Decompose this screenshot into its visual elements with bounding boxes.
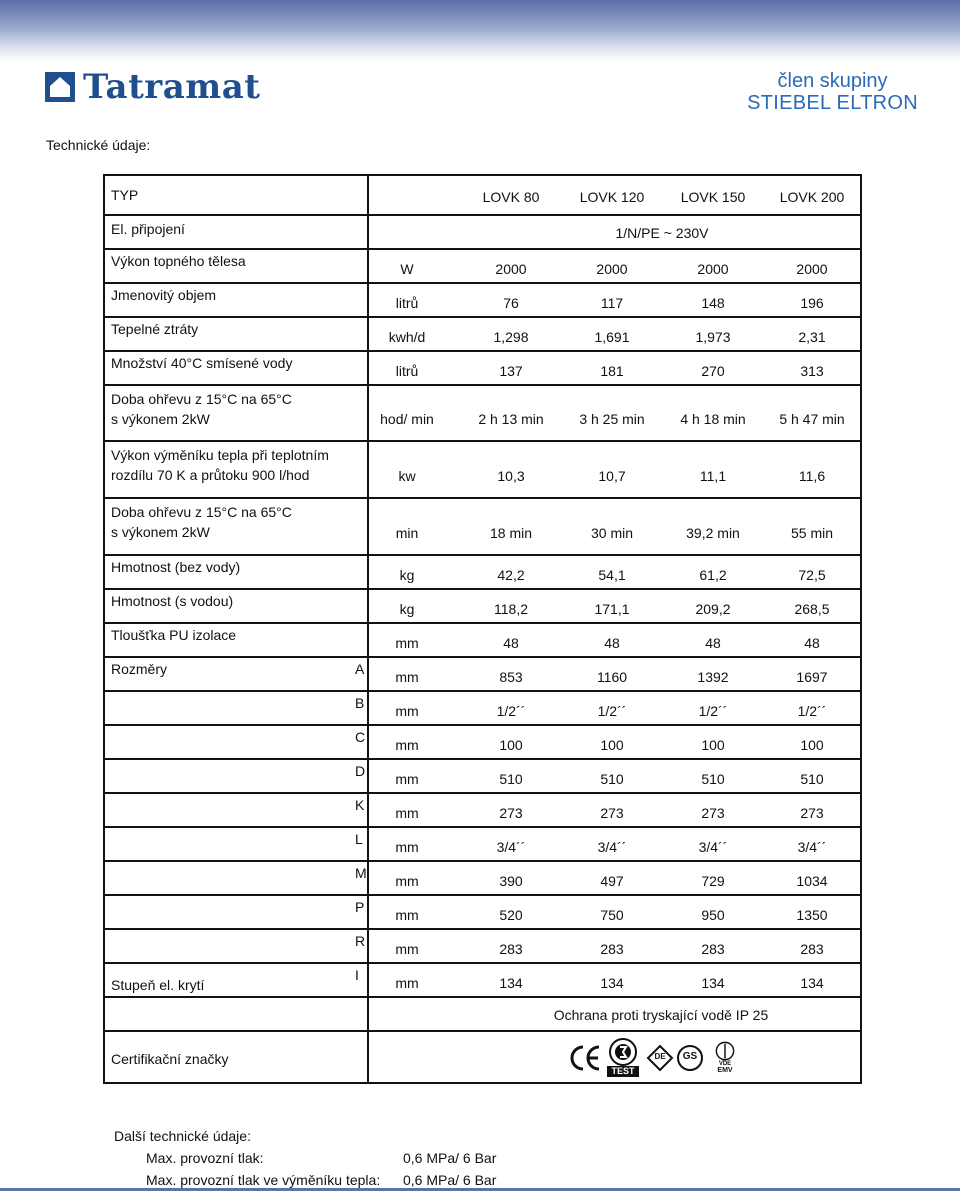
dimension-value: 100 <box>600 737 624 753</box>
row-value: 48 <box>604 635 620 651</box>
row-label-line2: s výkonem 2kW <box>111 524 210 540</box>
dimension-value: 390 <box>499 873 523 889</box>
additional-spec-value: 0,6 MPa/ 6 Bar <box>403 1150 497 1166</box>
row-divider <box>105 724 860 726</box>
row-value: 2 h 13 min <box>478 411 544 427</box>
dimension-letter: B <box>355 695 365 711</box>
row-divider <box>105 282 860 284</box>
dimension-value: 3/4´´ <box>597 839 627 855</box>
dimension-unit: mm <box>395 907 419 923</box>
row-value: 268,5 <box>794 601 830 617</box>
row-divider <box>105 826 860 828</box>
row-value: 2000 <box>796 261 828 277</box>
row-divider <box>105 996 860 998</box>
row-value: 72,5 <box>798 567 826 583</box>
row-value: 1,691 <box>594 329 630 345</box>
row-value: 18 min <box>489 525 533 541</box>
row-unit: min <box>395 525 419 541</box>
dimension-letter: P <box>355 899 365 915</box>
dimension-value: 1160 <box>596 669 628 685</box>
dimension-value: 273 <box>800 805 824 821</box>
row-value: 313 <box>800 363 824 379</box>
model-header: LOVK 150 <box>680 189 746 205</box>
row-value: 54,1 <box>598 567 626 583</box>
row-unit: W <box>400 261 414 277</box>
dimension-letter: D <box>355 763 366 779</box>
dimension-value: 1350 <box>796 907 828 923</box>
row-value: 11,1 <box>699 468 727 484</box>
row-value: 1,298 <box>493 329 529 345</box>
certification-marks <box>568 1038 740 1077</box>
dimension-value: 1697 <box>796 669 828 685</box>
dimension-value: 750 <box>600 907 624 923</box>
model-header: LOVK 80 <box>482 189 540 205</box>
row-label: Výkon topného tělesa <box>111 253 246 269</box>
row-value: 270 <box>701 363 725 379</box>
row-label: Doba ohřevu z 15°C na 65°C <box>111 504 292 520</box>
row-value: 2000 <box>596 261 628 277</box>
dimension-value: 510 <box>800 771 824 787</box>
row-value: 117 <box>600 295 624 311</box>
dimension-value: 497 <box>600 873 624 889</box>
row-label-line2: rozdílu 70 K a průtoku 900 l/hod <box>111 467 310 483</box>
row-label: Jmenovitý objem <box>111 287 217 303</box>
group-line1: člen skupiny <box>777 70 888 92</box>
row-value: 2000 <box>697 261 729 277</box>
row-value: 39,2 min <box>686 525 740 541</box>
row-value: 3 h 25 min <box>579 411 645 427</box>
dimension-value: 134 <box>800 975 824 991</box>
dimension-letter: L <box>355 831 363 847</box>
protection-value: Ochrana proti tryskající vodě IP 25 <box>553 1007 769 1023</box>
dimension-unit: mm <box>395 703 419 719</box>
row-value: 30 min <box>590 525 634 541</box>
row-value: 4 h 18 min <box>680 411 746 427</box>
row-divider <box>105 1030 860 1032</box>
row-value: 76 <box>503 295 519 311</box>
additional-spec-label: Max. provozní tlak: <box>146 1150 264 1166</box>
connection-label: El. připojení <box>111 221 185 237</box>
dimension-letter: M <box>355 865 367 881</box>
row-value: 196 <box>800 295 824 311</box>
dimension-value: 283 <box>499 941 523 957</box>
dimension-unit: mm <box>395 873 419 889</box>
row-value: 48 <box>503 635 519 651</box>
dimension-unit: mm <box>395 805 419 821</box>
row-label: Hmotnost (bez vody) <box>111 559 241 575</box>
dimension-unit: mm <box>395 771 419 787</box>
row-label: Tloušťka PU izolace <box>111 627 237 643</box>
gs-label: GS <box>682 1050 698 1062</box>
dimension-value: 853 <box>499 669 523 685</box>
dimension-value: 1/2´´ <box>496 703 526 719</box>
additional-spec-value: 0,6 MPa/ 6 Bar <box>403 1172 497 1188</box>
row-value: 48 <box>804 635 820 651</box>
dimensions-label: Rozměry <box>111 661 168 677</box>
vde-emv-mark-icon <box>710 1041 740 1075</box>
row-unit: kwh/d <box>388 329 426 345</box>
dimension-value: 510 <box>701 771 725 787</box>
dimension-value: 283 <box>800 941 824 957</box>
row-label: Množství 40°C smísené vody <box>111 355 293 371</box>
dimension-value: 3/4´´ <box>496 839 526 855</box>
test-mark <box>606 1038 640 1077</box>
protection-label: Stupeň el. krytí <box>111 977 205 993</box>
brand-name: Tatramat <box>83 67 261 107</box>
row-unit: kg <box>399 567 415 583</box>
dimension-unit: mm <box>395 839 419 855</box>
tatramat-logo-icon <box>45 72 75 102</box>
dimension-value: 1/2´´ <box>797 703 827 719</box>
row-divider <box>105 962 860 964</box>
certification-label: Certifikační značky <box>111 1051 229 1067</box>
dimension-value: 283 <box>701 941 725 957</box>
vde-label: VDE <box>718 1060 732 1067</box>
row-divider <box>105 554 860 556</box>
row-unit: kg <box>399 601 415 617</box>
dimension-value: 510 <box>499 771 523 787</box>
dimension-value: 273 <box>600 805 624 821</box>
connection-value: 1/N/PE ~ 230V <box>615 225 709 241</box>
row-divider <box>105 497 860 499</box>
group-line2: STIEBEL ELTRON <box>747 92 918 114</box>
row-value: 61,2 <box>699 567 727 583</box>
dimension-value: 134 <box>499 975 523 991</box>
row-value: 2,31 <box>798 329 826 345</box>
row-label: Tepelné ztráty <box>111 321 199 337</box>
test-label: TEST <box>607 1066 638 1077</box>
row-value: 55 min <box>790 525 834 541</box>
dimension-value: 100 <box>800 737 824 753</box>
dimension-value: 100 <box>701 737 725 753</box>
dimension-value: 1392 <box>697 669 729 685</box>
gs-mark-icon <box>676 1044 704 1072</box>
dimension-value: 510 <box>600 771 624 787</box>
dimension-value: 3/4´´ <box>797 839 827 855</box>
dimension-value: 950 <box>701 907 725 923</box>
dimension-letter: C <box>355 729 366 745</box>
row-divider <box>105 440 860 442</box>
row-value: 209,2 <box>695 601 731 617</box>
type-label: TYP <box>111 187 139 203</box>
row-divider <box>105 690 860 692</box>
row-value: 148 <box>701 295 725 311</box>
dimension-value: 100 <box>499 737 523 753</box>
row-label: Výkon výměníku tepla při teplotním <box>111 447 329 463</box>
row-divider <box>105 622 860 624</box>
row-divider <box>105 384 860 386</box>
row-unit: hod/ min <box>380 411 434 427</box>
model-header: LOVK 200 <box>779 189 845 205</box>
row-label-line2: s výkonem 2kW <box>111 411 210 427</box>
row-value: 1,973 <box>695 329 731 345</box>
dimension-unit: mm <box>395 975 419 991</box>
dimension-value: 273 <box>701 805 725 821</box>
row-divider <box>105 894 860 896</box>
row-divider <box>105 214 860 216</box>
row-unit: litrů <box>395 363 419 379</box>
dimension-value: 520 <box>499 907 523 923</box>
dimension-unit: mm <box>395 669 419 685</box>
row-value: 10,3 <box>497 468 525 484</box>
row-divider <box>105 656 860 658</box>
page-heading: Technické údaje: <box>46 137 151 153</box>
row-divider <box>105 792 860 794</box>
ce-mark-icon <box>568 1041 602 1075</box>
dimension-value: 3/4´´ <box>698 839 728 855</box>
row-label: Doba ohřevu z 15°C na 65°C <box>111 391 292 407</box>
dimension-letter: K <box>355 797 365 813</box>
additional-spec-label: Max. provozní tlak ve výměníku tepla: <box>146 1172 381 1188</box>
row-divider <box>105 928 860 930</box>
emv-label: EMV <box>717 1066 733 1074</box>
spec-table <box>103 174 862 1084</box>
group-affiliation <box>747 70 918 114</box>
row-label: Hmotnost (s vodou) <box>111 593 234 609</box>
dimension-value: 134 <box>701 975 725 991</box>
row-divider <box>105 248 860 250</box>
row-value: 137 <box>499 363 523 379</box>
row-value: 181 <box>600 363 624 379</box>
row-value: 5 h 47 min <box>779 411 845 427</box>
test-seal-icon <box>606 1038 640 1066</box>
dimension-value: 1034 <box>796 873 828 889</box>
row-unit: litrů <box>395 295 419 311</box>
row-divider <box>105 316 860 318</box>
row-divider <box>105 588 860 590</box>
dimension-letter: A <box>355 661 365 677</box>
row-divider <box>105 758 860 760</box>
de-mark-icon <box>646 1044 674 1072</box>
dimension-value: 134 <box>600 975 624 991</box>
dimension-value: 283 <box>600 941 624 957</box>
dimension-value: 273 <box>499 805 523 821</box>
row-value: 48 <box>705 635 721 651</box>
dimension-value: 1/2´´ <box>698 703 728 719</box>
row-value: 42,2 <box>497 567 525 583</box>
row-value: 2000 <box>495 261 527 277</box>
dimension-letter: I <box>355 967 359 983</box>
row-value: 171,1 <box>594 601 630 617</box>
model-header: LOVK 120 <box>579 189 645 205</box>
row-divider <box>105 860 860 862</box>
dimension-value: 729 <box>701 873 725 889</box>
row-unit: mm <box>395 635 419 651</box>
dimension-letter: R <box>355 933 366 949</box>
de-label: DE <box>654 1051 666 1061</box>
dimension-value: 1/2´´ <box>597 703 627 719</box>
row-value: 118,2 <box>494 601 528 617</box>
row-unit: kw <box>398 468 416 484</box>
additional-specs-title: Další technické údaje: <box>114 1128 251 1144</box>
additional-specs <box>114 1125 496 1191</box>
row-value: 10,7 <box>598 468 626 484</box>
row-divider <box>105 350 860 352</box>
dimension-unit: mm <box>395 941 419 957</box>
additional-spec-row <box>114 1147 496 1169</box>
row-value: 11,6 <box>798 468 826 484</box>
tatramat-logo <box>45 67 261 107</box>
dimension-unit: mm <box>395 737 419 753</box>
